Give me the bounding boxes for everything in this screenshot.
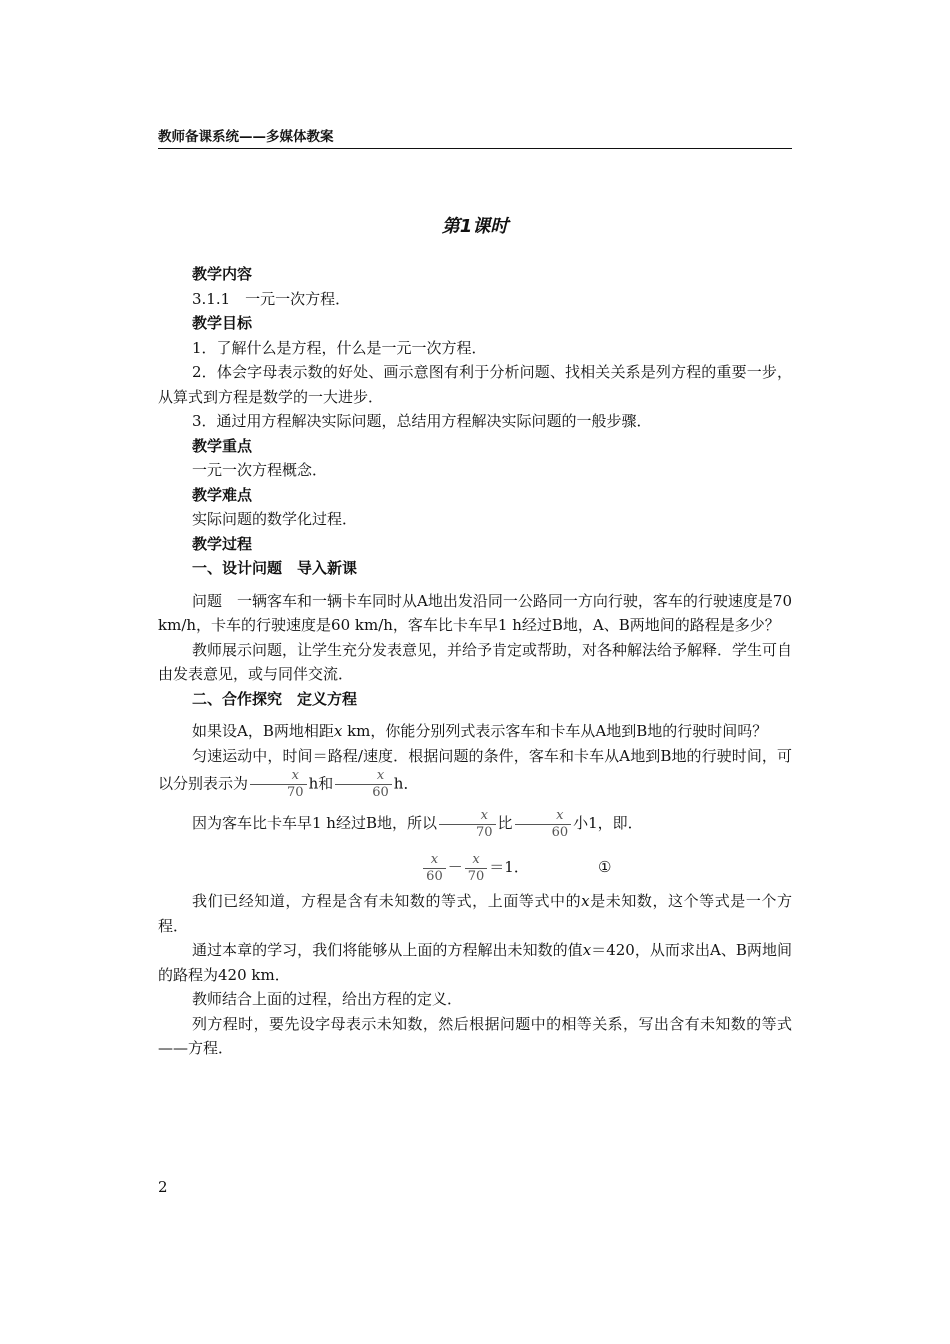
fraction-x-over-70: $\frac{x}{70}$ [250,768,307,801]
goal-3: 3．通过用方程解决实际问题，总结用方程解决实际问题的一般步骤． [192,412,652,430]
fraction-x-over-60: $\frac{x}{60}$ [515,808,572,841]
lesson-title: 第1课时 [441,216,509,237]
study-paragraph: 通过本章的学习，我们将能够从上面的方程解出未知数的值x＝420，从而求出A、B两地间的路程为420 km． [158,941,792,984]
key-text: 一元一次方程概念． [192,461,328,479]
because-paragraph: 因为客车比卡车早1 h经过B地，所以 $\frac{x}{70}$ 比 $\frac{x}{60}$ 小1，即． [192,807,643,840]
difficulty-text: 实际问题的数学化过程． [192,510,358,528]
page-number: 2 [158,1178,168,1196]
equation-number: ① [598,858,612,876]
content-text: 3.1.1 一元一次方程． [192,289,351,308]
question-paragraph: 如果设A，B两地相距x km，你能分别列式表示客车和卡车从A地到B地的行驶时间吗？ [192,722,768,740]
part1-heading: 一、设计问题 导入新课 [192,559,358,577]
goal-1: 1．了解什么是方程，什么是一元一次方程． [192,338,487,357]
list-equation-paragraph: 列方程时，要先设字母表示未知数，然后根据问题中的相等关系，写出含有未知数的等式——方程． [158,1014,792,1057]
content-heading: 教学内容 [192,265,253,283]
difficulty-heading: 教学难点 [192,485,253,504]
goals-heading: 教学目标 [192,314,253,332]
uniform-motion-paragraph: 匀速运动中，时间＝路程/速度．根据问题的条件，客车和卡车从A地到B地的行驶时间，可以分别表示为 $\frac{x}{70}$ h和 $\frac{x}{60}$ h． [158,746,792,800]
problem-paragraph: 问题 一辆客车和一辆卡车同时从A地出发沿同一公路同一方向行驶，客车的行驶速度是70 km/h，卡车的行驶速度是60 km/h，客车比卡车早1 h经过B地，A、B两地间的路程是多少？ [158,591,792,634]
teacher-paragraph-1: 教师展示问题，让学生充分发表意见，并给予肯定或帮助，对各种解法给予解释．学生可自由发表意见，或与同伴交流． [158,640,793,683]
key-heading: 教学重点 [192,436,253,455]
fraction-x-over-70: $\frac{x}{70}$ [439,808,496,841]
part2-heading: 二、合作探究 定义方程 [192,689,358,708]
fraction-x-over-60: $\frac{x}{60}$ [335,768,392,801]
teacher-paragraph-2: 教师结合上面的过程，给出方程的定义． [192,990,463,1008]
running-header: 教师备课系统——多媒体教案 [158,128,792,149]
goal-2: 2．体会字母表示数的好处、画示意图有利于分析问题、找相关关系是列方程的重要一步，从算式到方程是数学的一大进步． [158,363,792,406]
process-heading: 教学过程 [192,534,253,553]
equation-1: $\frac{x}{60}$ － $\frac{x}{70}$ ＝1． ① [158,845,792,889]
lesson-content [158,262,792,1061]
known-paragraph: 我们已经知道，方程是含有未知数的等式，上面等式中的x是未知数，这个等式是一个方程． [158,892,792,935]
